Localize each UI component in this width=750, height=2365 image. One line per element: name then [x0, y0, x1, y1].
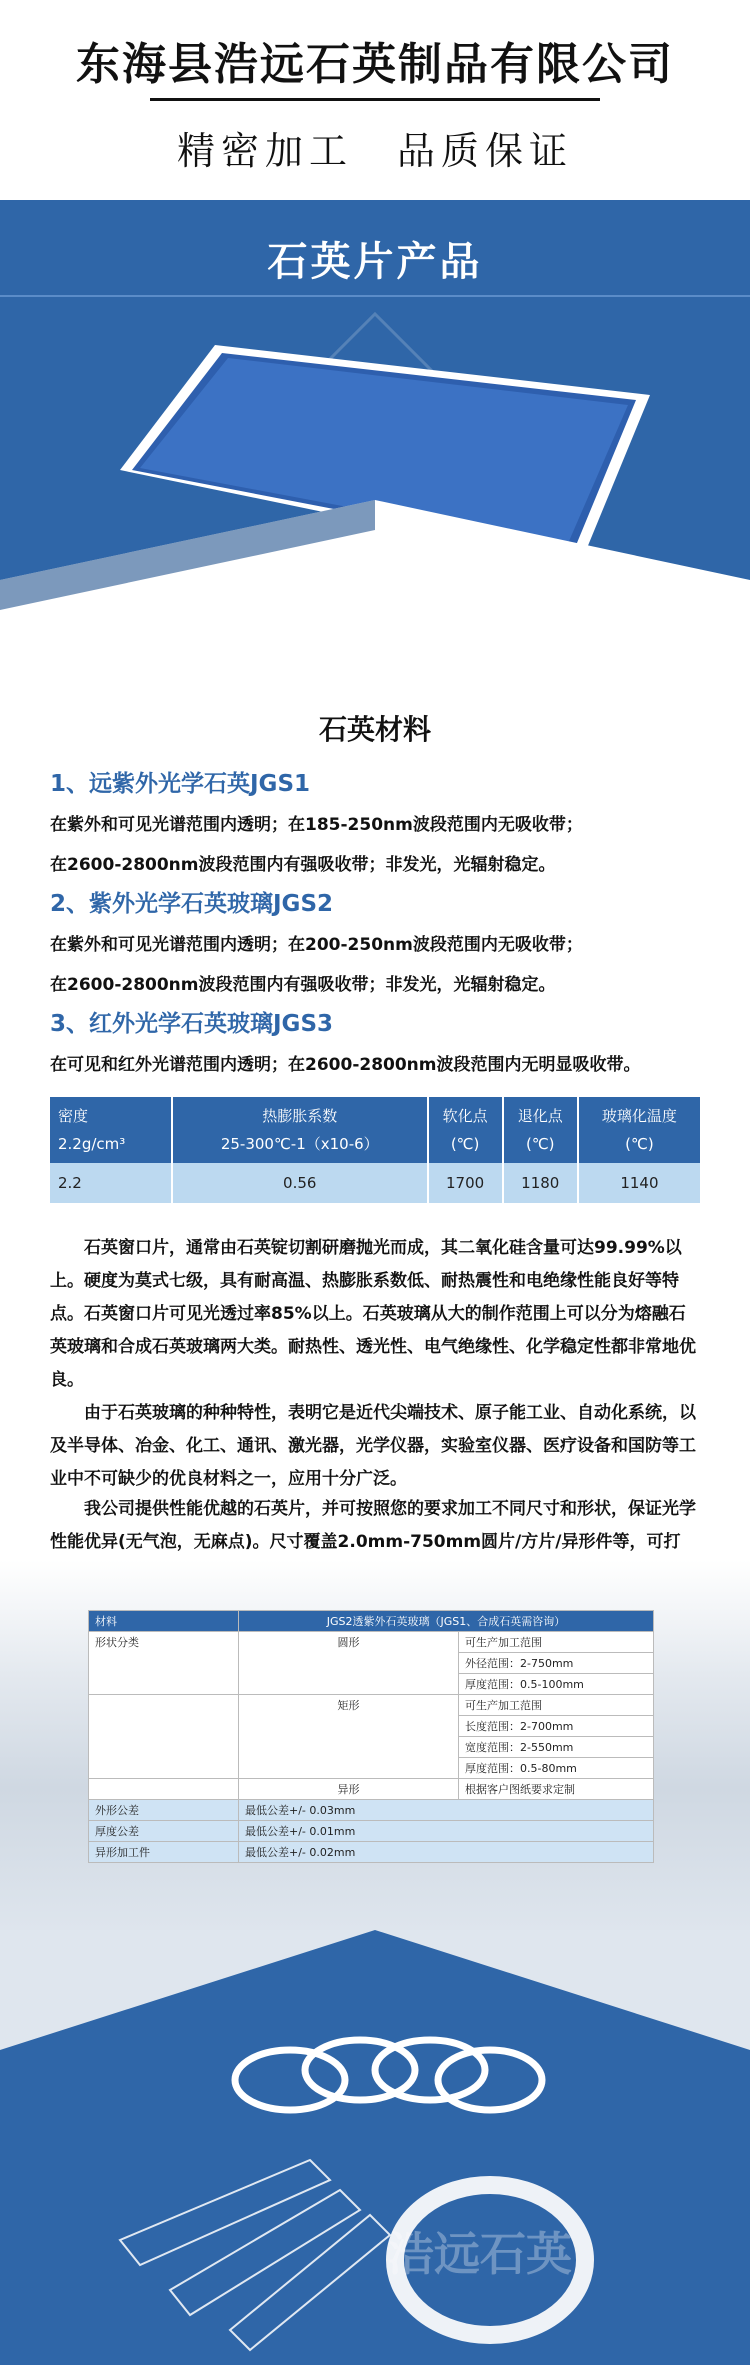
tolerance-label: 厚度公差 — [89, 1821, 239, 1842]
spec-special-text: 根据客户图纸要求定制 — [459, 1779, 654, 1800]
material-text: 在紫外和可见光谱范围内透明；在200-250nm波段范围内无吸收带； — [50, 935, 583, 955]
slogan: 精密加工 品质保证 — [176, 129, 573, 173]
spec-header-row — [89, 1611, 654, 1632]
spec-table — [88, 1610, 654, 1863]
spec-tolerance-row — [89, 1821, 654, 1842]
hero-bottom-shape — [0, 480, 750, 630]
spec-rect-line: 可生产加工范围 — [459, 1695, 654, 1716]
applications-paragraph: 由于石英玻璃的种种特性，表明它是近代尖端技术、原子能工业、自动化系统，以及半导体、冶金、化工、通讯、激光器，光学仪器，实验室仪器、医疗设备和国防等工业中不可缺少的优良材料之一，应用十分广泛。 — [50, 1403, 696, 1489]
spec-round-line: 厚度范围：0.5-100mm — [459, 1674, 654, 1695]
spec-rect-line: 宽度范围：2-550mm — [459, 1737, 654, 1758]
material-heading-jgs2: 2、紫外光学石英玻璃JGS2 — [50, 891, 334, 917]
materials-title: 石英材料 — [318, 713, 431, 746]
spec-row-rect — [89, 1695, 654, 1716]
spec-row-special — [89, 1779, 654, 1800]
service-paragraph: 我公司提供性能优越的石英片，并可按照您的要求加工不同尺寸和形状，保证光学性能优异(无气泡，无麻点)。尺寸覆盖2.0mm-750mm圆片/方片/异形件等，可打 — [50, 1499, 696, 1552]
spec-row-round — [89, 1632, 654, 1653]
footer-banner — [0, 1930, 750, 2365]
material-heading-jgs1: 1、远紫外光学石英JGS1 — [50, 771, 311, 797]
material-text: 在紫外和可见光谱范围内透明；在185-250nm波段范围内无吸收带； — [50, 815, 583, 835]
spec-rect-line: 长度范围：2-700mm — [459, 1716, 654, 1737]
spec-empty-cell — [89, 1779, 239, 1800]
spec-round-line: 外径范围：2-750mm — [459, 1653, 654, 1674]
table-header-glass-transition: 玻璃化温度 (℃) — [578, 1097, 701, 1163]
spec-empty-cell — [89, 1695, 239, 1779]
tolerance-value: 最低公差+/- 0.03mm — [239, 1800, 654, 1821]
header — [0, 0, 750, 200]
material-heading-jgs3: 3、红外光学石英玻璃JGS3 — [50, 1011, 334, 1037]
table-row — [50, 1163, 701, 1203]
company-name: 东海县浩远石英制品有限公司 — [76, 39, 674, 90]
table-cell: 2.2 — [50, 1163, 172, 1203]
spec-round-label: 圆形 — [239, 1632, 459, 1695]
material-text: 在2600-2800nm波段范围内有强吸收带；非发光，光辐射稳定。 — [50, 975, 556, 995]
tolerance-label: 异形加工件 — [89, 1842, 239, 1863]
table-cell: 1140 — [578, 1163, 701, 1203]
tolerance-label: 外形公差 — [89, 1800, 239, 1821]
quartz-products-illustration — [0, 1930, 750, 2365]
hero-banner — [0, 200, 750, 630]
spec-round-line: 可生产加工范围 — [459, 1632, 654, 1653]
table-cell: 0.56 — [172, 1163, 428, 1203]
spec-header-jgs2: JGS2透紫外石英玻璃（JGS1、合成石英需咨询） — [239, 1611, 654, 1632]
table-cell: 1700 — [428, 1163, 503, 1203]
table-header-annealing: 退化点 (℃) — [503, 1097, 578, 1163]
spec-rect-label: 矩形 — [239, 1695, 459, 1779]
header-divider — [150, 98, 600, 101]
table-header-density: 密度 2.2g/cm³ — [50, 1097, 172, 1163]
spec-special-label: 异形 — [239, 1779, 459, 1800]
spec-shape-label: 形状分类 — [89, 1632, 239, 1695]
table-header-row — [50, 1097, 701, 1163]
spec-rect-line: 厚度范围：0.5-80mm — [459, 1758, 654, 1779]
tolerance-value: 最低公差+/- 0.01mm — [239, 1821, 654, 1842]
table-cell: 1180 — [503, 1163, 578, 1203]
properties-table — [50, 1097, 702, 1203]
material-text: 在可见和红外光谱范围内透明；在2600-2800nm波段范围内无明显吸收带。 — [50, 1055, 641, 1075]
spec-tolerance-row — [89, 1842, 654, 1863]
footer-watermark-text: 浩远石英 — [388, 2227, 572, 2281]
hero-title: 石英片产品 — [267, 239, 483, 285]
spec-tolerance-row — [89, 1800, 654, 1821]
material-text: 在2600-2800nm波段范围内有强吸收带；非发光，光辐射稳定。 — [50, 855, 556, 875]
tolerance-value: 最低公差+/- 0.02mm — [239, 1842, 654, 1863]
spec-header-material: 材料 — [89, 1611, 239, 1632]
intro-paragraph: 石英窗口片，通常由石英锭切割研磨抛光而成，其二氧化硅含量可达99.99%以上。硬度为莫式七级，具有耐高温、热膨胀系数低、耐热震性和电绝缘性能良好等特点。石英窗口片可见光透过率85%以上。石英玻璃从大的制作范围上可以分为熔融石英玻璃和合成石英玻璃两大类。耐热性、透光性、电气绝缘性、化学稳定性都非常地优良。 — [50, 1238, 696, 1390]
table-header-expansion: 热膨胀系数 25-300℃-1（x10-6） — [172, 1097, 428, 1163]
table-header-softening: 软化点 (℃) — [428, 1097, 503, 1163]
